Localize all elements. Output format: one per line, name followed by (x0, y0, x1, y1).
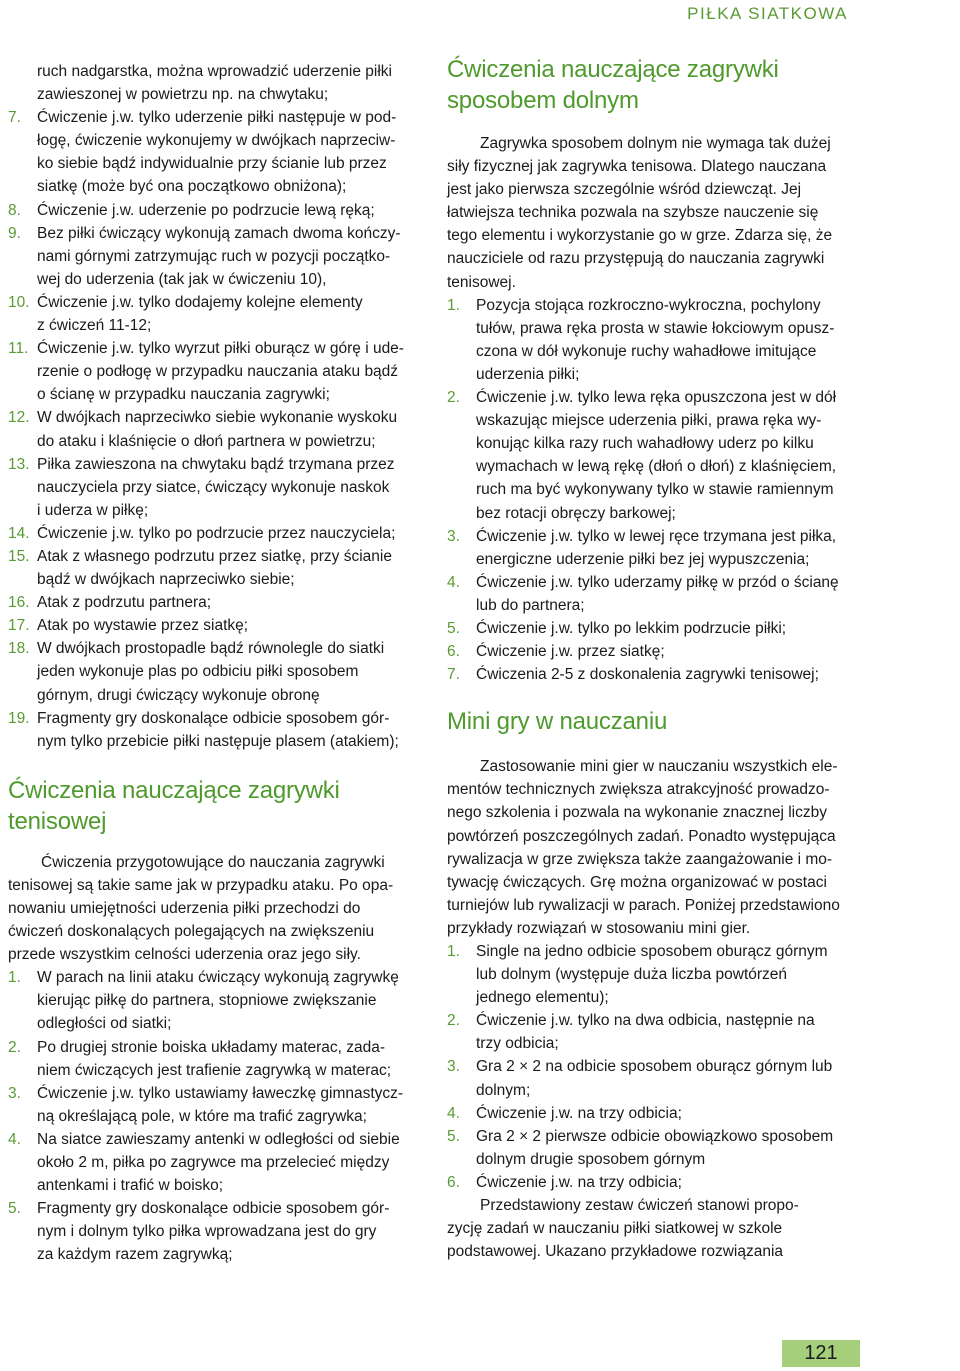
list-number: 6. (447, 1173, 460, 1191)
paragraph-line: turniejów lub rywalizacji w parach. Poniżej przedstawiono (447, 896, 840, 914)
left-column (8, 60, 418, 1267)
list-item (8, 222, 418, 291)
list-item-text: energiczne uderzenie piłki bez jej wypuszczenia; (476, 550, 810, 568)
list-item-text: Ćwiczenie j.w. uderzenie po podrzucie lewą ręką; (37, 201, 375, 219)
list-item (447, 1009, 859, 1055)
list-item-text: nym i dolnym tylko piłka wprowadzana jest do gry (37, 1223, 377, 1241)
list-item-text: Ćwiczenie j.w. tylko dodajemy kolejne elementy (37, 293, 363, 311)
list-item-text: antenkami i trafić w boisko; (37, 1177, 224, 1195)
list-item-text: dolnym drugie sposobem górnym (476, 1150, 706, 1168)
list-item-text: lub do partnera; (476, 596, 585, 614)
list-number: 1. (447, 943, 460, 960)
list-item-text: ną określającą pole, w które ma trafić zagrywka; (37, 1107, 367, 1125)
list-number: 2. (8, 1038, 21, 1056)
list-number: 9. (8, 224, 21, 242)
list-item-text: z ćwiczeń 11-12; (37, 317, 152, 335)
list-number: 2. (447, 389, 460, 407)
paragraph-line: Zastosowanie mini gier w nauczaniu wszystkich ele- (480, 758, 838, 776)
list-item (8, 637, 418, 706)
list-item-text: Ćwiczenie j.w. tylko uderzamy piłkę w przód o ścianę (476, 573, 839, 591)
list-item-text: Fragmenty gry doskonalące odbicie sposobem gór- (37, 709, 390, 727)
list-item-text: Bez piłki ćwiczący wykonują zamach dwoma kończy- (37, 224, 401, 242)
list-item (447, 294, 859, 386)
list-item (447, 1102, 859, 1125)
paragraph-line: tego elementu i wykorzystanie go w grze. Zdarza się, że (447, 227, 833, 245)
paragraph-line: mentów technicznych zwiększa atrakcyjność prowadzo- (447, 781, 830, 799)
list-item-text: wskazując miejsce uderzenia piłki, prawa ręka wy- (476, 412, 822, 430)
list-number: 18. (8, 640, 30, 658)
list-item (447, 663, 859, 686)
list-number: 5. (447, 1127, 460, 1145)
list-item-text: Fragmenty gry doskonalące odbicie sposobem gór- (37, 1200, 390, 1218)
list-item-text: nami górnymi zatrzymując ruch w pozycji początko- (37, 247, 391, 265)
paragraph-line: naucziciele od razu przystępują do nauczania zagrywki (447, 250, 825, 268)
list-item-text: konując kilka razy ruch wahadłowy uderz po kilku (476, 435, 814, 453)
paragraph-line: tywację ćwiczących. Grę można organizować w postaci (447, 873, 827, 891)
list-item (8, 591, 418, 614)
list-number: 4. (8, 1130, 21, 1148)
list-number: 11. (8, 340, 29, 358)
list-number: 5. (8, 1200, 21, 1218)
list-item-text: Ćwiczenia 2-5 z doskonalenia zagrywki tenisowej; (476, 666, 819, 684)
list-item (447, 940, 859, 1009)
list-item-text: wej do uderzenia (tak jak w ćwiczeniu 10), (37, 270, 327, 288)
list-item-text: Ćwiczenie j.w. tylko w lewej ręce trzymana jest piłka, (476, 527, 837, 545)
list-number: 1. (447, 296, 460, 314)
list-number: 8. (8, 201, 21, 219)
list-item (447, 1125, 859, 1171)
list-number: 5. (447, 619, 460, 637)
list-item-text: Atak po wystawie przez siatkę; (37, 617, 249, 635)
list-item-text: lub dolnym (występuje duża liczba powtórzeń (476, 966, 788, 984)
list-item (8, 545, 418, 591)
list-item-text: bądź w dwójkach naprzeciwko siebie; (37, 571, 295, 589)
list-item-text: Pozycja stojąca rozkroczno-wykroczna, pochylony (476, 296, 821, 314)
list-item (8, 1197, 418, 1266)
list-number: 3. (8, 1084, 21, 1102)
list-item-text: Gra 2 × 2 na odbicie sposobem oburącz górnym lub (476, 1058, 833, 1076)
list-number: 16. (8, 594, 30, 612)
list-number: 12. (8, 409, 30, 427)
list-number: 7. (8, 109, 21, 127)
list-number: 1. (8, 969, 21, 987)
paragraph-line: zawieszonej w powietrzu np. na chwytaku; (37, 86, 329, 104)
right-column (447, 54, 859, 1263)
list-item-text: łogę, ćwiczenie wykonujemy w dwójkach naprzeciw- (37, 132, 396, 150)
section-heading: Ćwiczenia nauczające zagrywki sposobem dolnym (447, 56, 779, 114)
list-item (8, 406, 418, 452)
paragraph-line: nego szkolenia i pozwala na wykonanie znacznej liczby (447, 804, 827, 822)
list-item (8, 337, 418, 406)
list-number: 7. (447, 666, 460, 684)
list-item-text: jednego elementu); (476, 989, 609, 1007)
list-item-text: jeden wykonuje plas po odbiciu piłki sposobem (37, 663, 359, 681)
list-item-text: siatkę (może być ona początkowo obniżona); (37, 178, 347, 196)
list-number: 15. (8, 547, 30, 565)
paragraph-line: Ćwiczenia przygotowujące do nauczania zagrywki (41, 853, 385, 871)
list-item-text: czona w dół wykonuje ruchy wahadłowe imitujące (476, 342, 817, 360)
list-item (8, 966, 418, 1035)
list-item-text: Ćwiczenie j.w. na trzy odbicia; (476, 1173, 682, 1191)
list-item-text: niem ćwiczących jest trafienie zagrywką w materac; (37, 1061, 392, 1079)
list-number: 17. (8, 617, 30, 635)
list-item-text: do ataku i klaśnięcie o dłoń partnera w powietrzu; (37, 432, 376, 450)
paragraph-line: tenisowej. (447, 273, 516, 291)
paragraph-line: Przedstawiony zestaw ćwiczeń stanowi propo- (480, 1197, 799, 1215)
list-item-text: Ćwiczenie j.w. tylko wyrzut piłki oburącz w górę i ude- (37, 340, 404, 358)
list-item (447, 1055, 859, 1101)
continued-text (8, 60, 418, 106)
list-number: 13. (8, 455, 30, 473)
list-item-text: Ćwiczenie j.w. tylko po podrzucie przez nauczyciela; (37, 524, 396, 542)
list-item-text: Ćwiczenie j.w. tylko uderzenie piłki następuje w pod- (37, 109, 397, 127)
list-item-text: uderzenia piłki; (476, 365, 580, 383)
list-item-text: i uderza w piłkę; (37, 501, 149, 519)
list-number: 4. (447, 1104, 460, 1122)
list-item-text: nauczyciela przy siatce, ćwiczący wykonuje naskok (37, 478, 390, 496)
list-number: 6. (447, 643, 460, 661)
list-number: 3. (447, 1058, 460, 1076)
list-item-text: Ćwiczenie j.w. tylko lewa ręka opuszczona jest w dół (476, 389, 837, 407)
list-number: 10. (8, 293, 30, 311)
list-item (8, 1036, 418, 1082)
list-item-text: W dwójkach prostopadle bądź równolegle do siatki (37, 640, 385, 658)
list-item-text: W dwójkach naprzeciwko siebie wykonanie wyskoku (37, 409, 398, 427)
list-item-text: nym tylko przebicie piłki następuje plasem (atakiem); (37, 732, 399, 750)
list-item-text: rzenie o podłogę w przypadku nauczania ataku bądź (37, 363, 399, 381)
paragraph-line: tenisowej są takie same jak w przypadku ataku. Po opa- (8, 876, 394, 894)
paragraph-line: powtórzeń poszczególnych zadań. Ponadto występująca (447, 827, 836, 845)
list-item (8, 707, 418, 753)
paragraph-line: nowaniu umiejętności uderzenia piłki przechodzi do (8, 900, 361, 917)
list-item-text: za każdym razem zagrywką; (37, 1246, 233, 1264)
list-item-text: Na siatce zawieszamy antenki w odległości od siebie (37, 1130, 400, 1148)
list-item (8, 199, 418, 222)
list-number: 2. (447, 1012, 460, 1030)
paragraph-line: Zagrywka sposobem dolnym nie wymaga tak dużej (480, 135, 831, 152)
list-item-text: Gra 2 × 2 pierwsze odbicie obowiązkowo sposobem (476, 1127, 834, 1145)
section-heading: Ćwiczenia nauczające zagrywki tenisowej (8, 776, 340, 835)
list-number: 3. (447, 527, 460, 545)
list-item (8, 1128, 418, 1197)
list-item (447, 1171, 859, 1194)
section-heading: Mini gry w nauczaniu (447, 708, 668, 736)
list-item (8, 614, 418, 637)
list-item-text: Ćwiczenie j.w. tylko na dwa odbicia, następnie na (476, 1012, 815, 1030)
list-item-text: Single na jedno odbicie sposobem oburącz górnym (476, 943, 828, 960)
paragraph-line: przykłady rozwiązań w stosowaniu mini gier. (447, 919, 751, 937)
list-item-text: około 2 m, piłka po zagrywce ma przelecieć między (37, 1154, 390, 1172)
list-item-text: o ścianę w przypadku nauczania zagrywki; (37, 386, 330, 404)
list-item (447, 386, 859, 525)
list-number: 14. (8, 524, 30, 542)
list-item-text: Ćwiczenie j.w. przez siatkę; (476, 643, 665, 661)
list-item-text: Atak z własnego podrzutu przez siatkę, przy ścianie (37, 547, 392, 565)
list-item (447, 617, 859, 640)
paragraph-line: rywalizacja w grze zwiększa także zaangażowanie i mo- (447, 850, 833, 868)
list-number: 19. (8, 709, 30, 727)
list-item (447, 640, 859, 663)
paragraph-line: łatwiejsza technika pozwala na szybsze nauczenie się (447, 204, 819, 222)
list-item-text: wymachach w lewą rękę (dłoń o dłoń) z klaśnięciem, (476, 458, 837, 476)
paragraph-line: przede wszystkim celności uderzenia oraz jego siły. (8, 946, 361, 964)
list-item-text: ruch ma być wykonywany tylko w stawie ramiennym (476, 481, 834, 499)
list-item-text: Po drugiej stronie boiska układamy materac, zada- (37, 1038, 386, 1056)
list-item (8, 1082, 418, 1128)
paragraph-line: podstawowej. Ukazano przykładowe rozwiązania (447, 1243, 784, 1261)
list-item (447, 525, 859, 571)
page-number: 121 (782, 1340, 860, 1367)
list-item-text: ko siebie bądź indywidualnie przy ścianie lub przez (37, 155, 387, 173)
paragraph-line: zycję zadań w nauczaniu piłki siatkowej w szkole (447, 1220, 783, 1238)
list-item-text: kierując piłkę do partnera, stopniowe zwiększanie (37, 992, 377, 1010)
list-number: 4. (447, 573, 460, 591)
paragraph-line: jest jako pierwsza szczególnie wśród dziewcząt. Jej (447, 181, 802, 199)
paragraph-line: ćwiczeń doskonalących polegających na zwiększeniu (8, 923, 375, 941)
list-item-text: trzy odbicia; (476, 1035, 559, 1053)
list-item-text: tułów, prawa ręka prosta w stawie łokciowym opusz- (476, 319, 835, 337)
list-item-text: Ćwiczenie j.w. na trzy odbicia; (476, 1104, 682, 1122)
list-item (8, 291, 418, 337)
list-item-text: Ćwiczenie j.w. tylko ustawiamy ławeczkę gimnastycz- (37, 1084, 404, 1102)
list-item-text: dolnym; (476, 1081, 531, 1099)
list-item-text: Piłka zawieszona na chwytaku bądź trzymana przez (37, 455, 395, 473)
list-item-text: Ćwiczenie j.w. tylko po lekkim podrzucie piłki; (476, 619, 787, 637)
list-item-text: odległości od siatki; (37, 1015, 172, 1033)
section-header: PIŁKA SIATKOWA (687, 4, 848, 23)
list-item (8, 453, 418, 522)
list-item (8, 522, 418, 545)
list-item (447, 571, 859, 617)
paragraph-line: ruch nadgarstka, można wprowadzić uderzenie piłki (37, 63, 392, 80)
list-item-text: bez rotacji obręczy barkowej; (476, 504, 676, 522)
list-item-text: W parach na linii ataku ćwiczący wykonują zagrywkę (37, 969, 399, 987)
list-item-text: górnym, drugi ćwiczący wykonuje obronę (37, 686, 320, 704)
paragraph-line: siły fizycznej jak zagrywka tenisowa. Dlatego nauczana (447, 158, 827, 176)
list-item-text: Atak z podrzutu partnera; (37, 594, 212, 612)
list-item (8, 106, 418, 198)
